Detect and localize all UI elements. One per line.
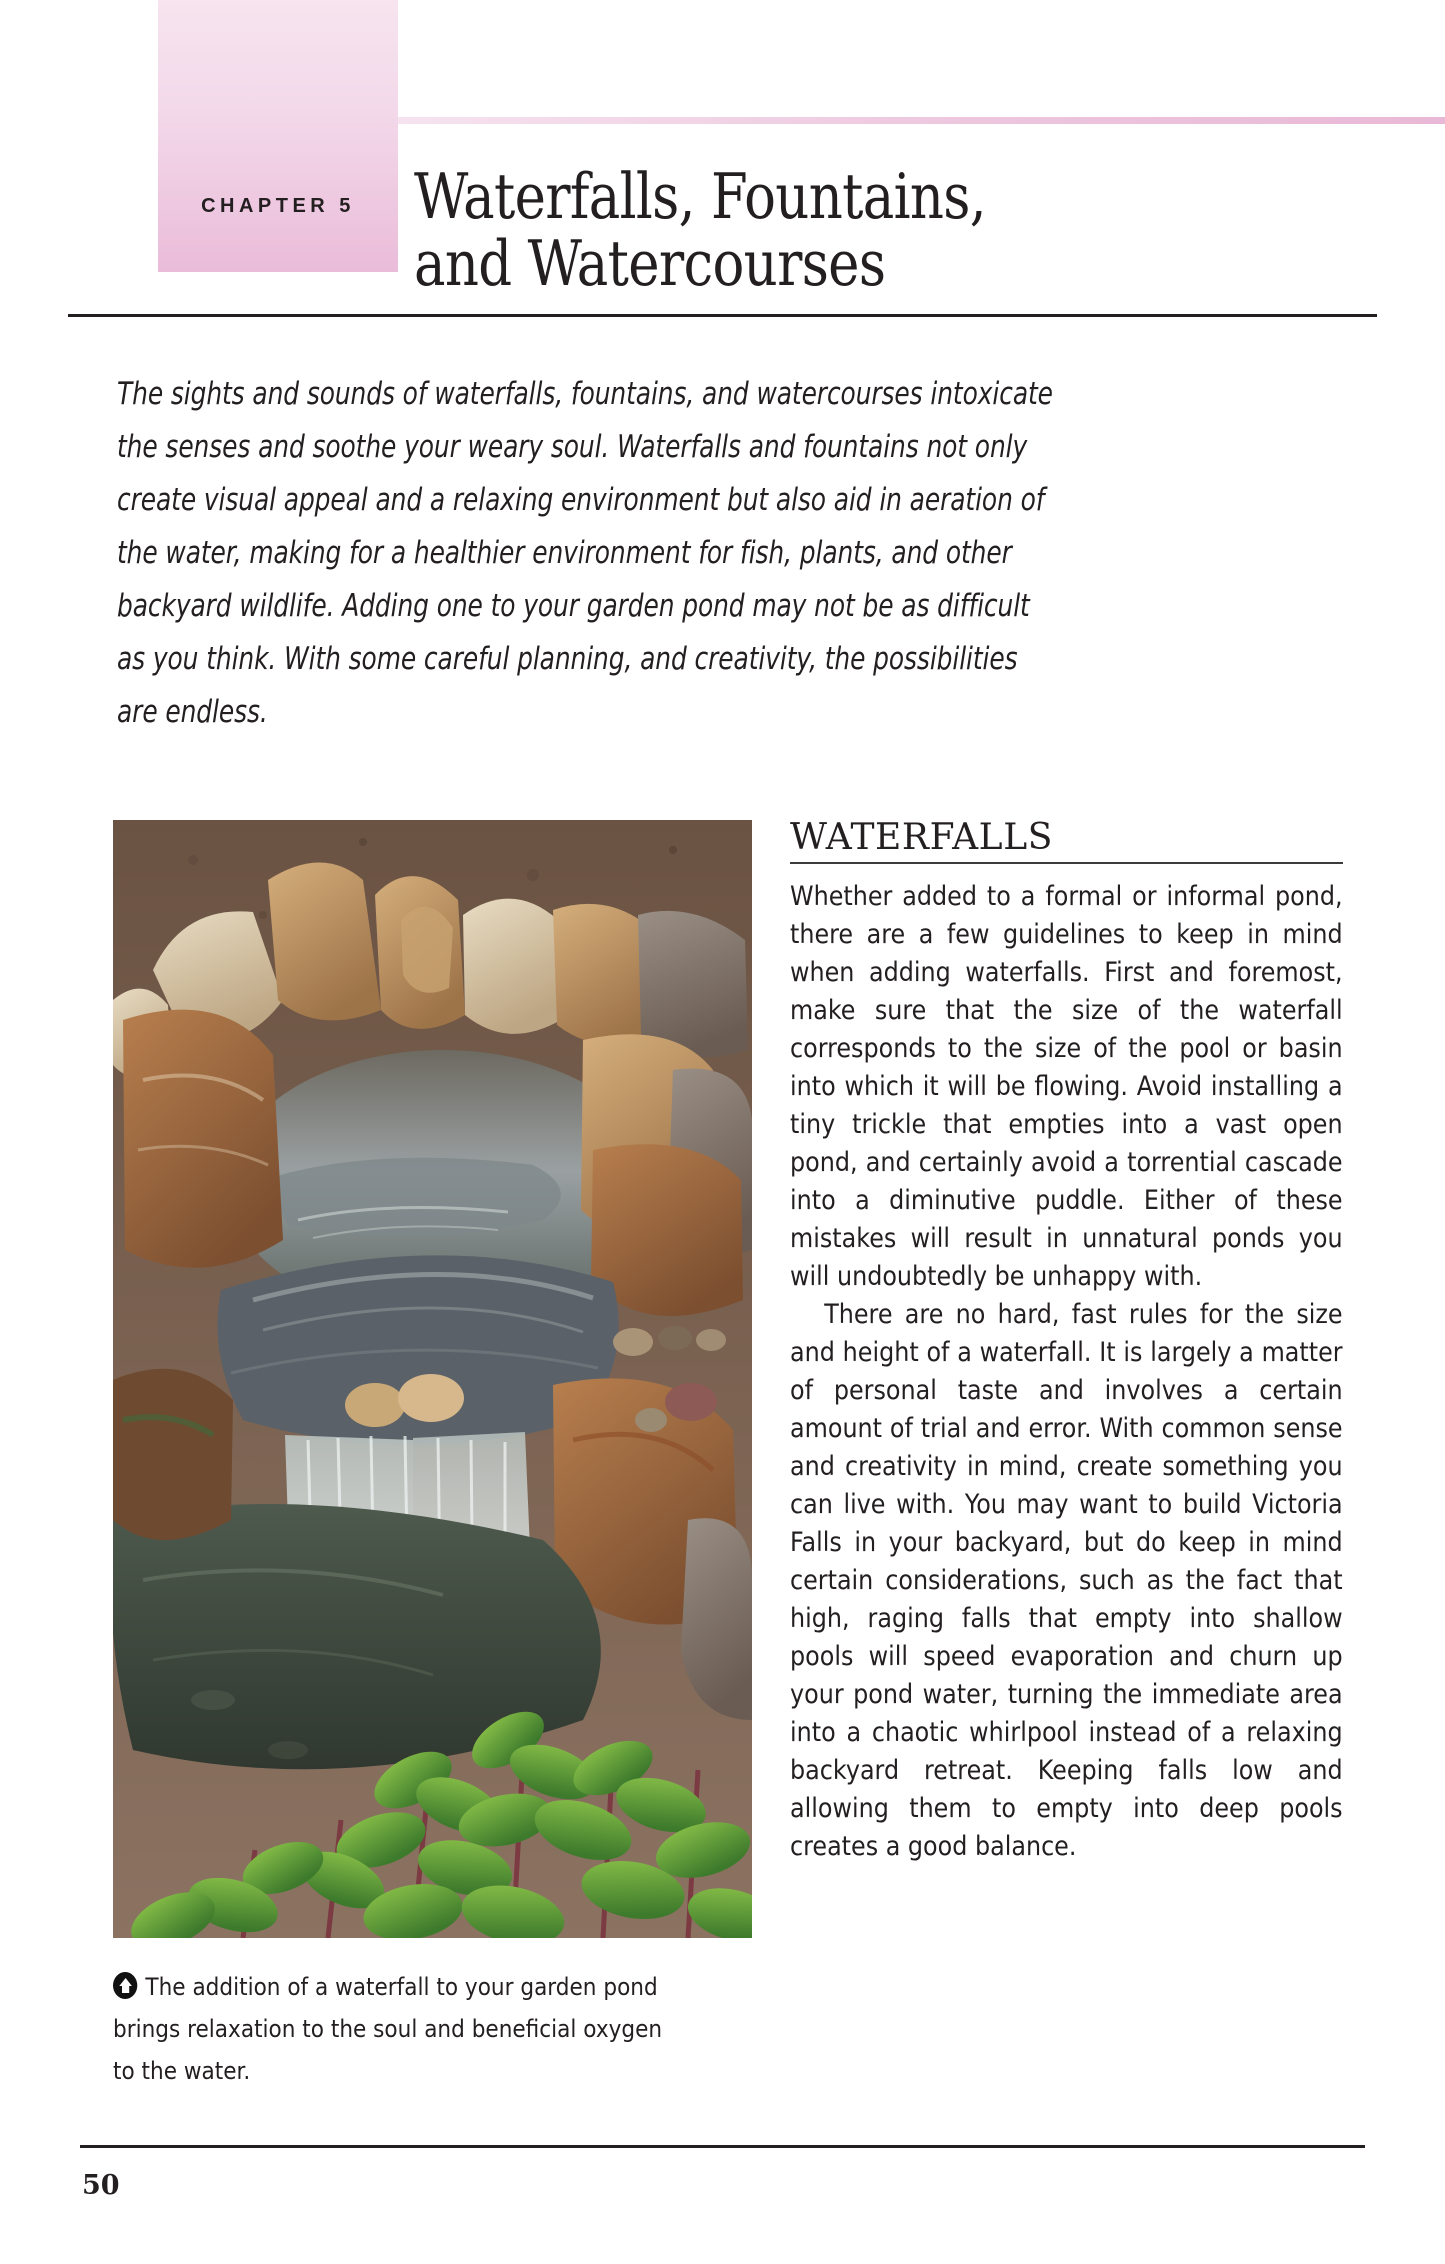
figure-caption — [113, 1966, 671, 2092]
intro-paragraph: The sights and sounds of waterfalls, fountains, and watercourses intoxicate the senses and soothe your weary soul. Waterfalls and fountains not only create visual appeal and a relaxing environment but also aid in aeration of the water, making for a healthier environment for fish, plants, and other backyard wildlife. Adding one to your garden pond may not be as difficult as you think. With some careful planning, and creativity, the possibilities are endless. — [117, 376, 1053, 730]
body-paragraph: There are no hard, fast rules for the size and height of a waterfall. It is largely a matter of personal taste and involves a certain amount of trial and error. With common sense and creativity in mind, create something you can live with. You may want to build Victoria Falls in your backyard, but do keep in mind certain considerations, such as the fact that high, raging falls that empty into shallow pools will speed evaporation and churn up your pond water, turning the immediate area into a chaotic whirlpool instead of a relaxing backyard retreat. Keeping falls low and allowing them to empty into deep pools creates a good balance. — [790, 1299, 1343, 1862]
body-paragraph: Whether added to a formal or informal pond, there are a few guidelines to keep in mind when adding waterfalls. First and foremost, make sure that the size of the waterfall corresponds to the size of the pool or basin into which it will be flowing. Avoid installing a tiny trickle that empties into a vast open pond, and certainly avoid a torrential cascade into a diminutive puddle. Either of these mistakes will result in unnatural ponds you will undoubtedly be unhappy with. — [790, 881, 1343, 1292]
figure-caption-text: The addition of a waterfall to your garden pond brings relaxation to the soul and beneficial oxygen to the water. — [113, 1973, 663, 2085]
page-title-line-1: Waterfalls, Fountains, — [414, 160, 986, 234]
page-title — [414, 160, 1170, 300]
figure-waterfall — [113, 820, 752, 2092]
header-accent-bar — [398, 117, 1445, 124]
page-number: 50 — [82, 2170, 120, 2201]
section-body — [790, 878, 1343, 1866]
header-divider — [68, 314, 1377, 317]
section-heading: WATERFALLS — [790, 817, 1053, 858]
waterfall-photo — [113, 820, 752, 1938]
page-title-line-2: and Watercourses — [414, 226, 886, 300]
chapter-tab — [158, 0, 398, 272]
up-arrow-circle-icon — [113, 1972, 137, 1999]
section-heading-divider — [790, 862, 1343, 864]
footer-divider — [80, 2145, 1365, 2148]
main-text-column — [790, 817, 1343, 1866]
chapter-label: CHAPTER 5 — [201, 195, 355, 217]
